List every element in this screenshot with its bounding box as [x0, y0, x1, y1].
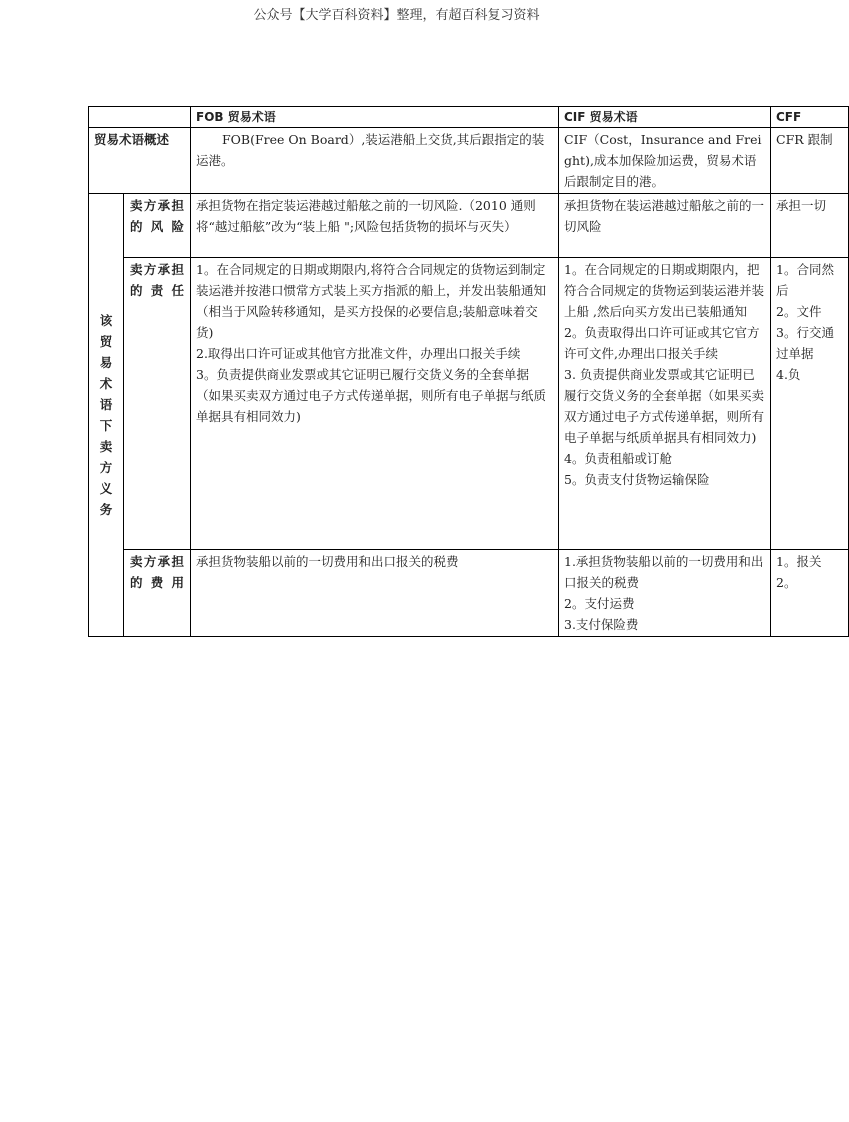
duty-fob-item: 1。在合同规定的日期或期限内,将符合合同规定的货物运到制定装运港并按港口惯常方式装上买方指派的船上，并发出装船通知（相当于风险转移通知，是买方投保的必要信息;装船意味着交货)	[196, 262, 547, 340]
duty-cfr-item: 4.负	[776, 367, 801, 382]
col-header-fob: FOB 贸易术语	[191, 107, 559, 128]
duty-cif-item: 2。负责取得出口许可证或其它官方许可文件,办理出口报关手续	[564, 325, 760, 361]
duty-fob	[191, 258, 559, 550]
trade-terms-table-wrapper	[88, 106, 834, 636]
overview-cfr: CFR 跟制	[771, 128, 849, 194]
cost-cif-item: 1.承担货物装船以前的一切费用和出口报关的税费	[564, 554, 764, 590]
overview-cif: CIF（Cost，Insurance and Freight),成本加保险加运费，贸易术语后跟制定目的港。	[559, 128, 771, 194]
cost-cfr-item: 1。报关	[776, 554, 822, 569]
trade-terms-table	[88, 106, 849, 637]
col-header-cfr: CFF	[771, 107, 849, 128]
duty-cif-item: 1。在合同规定的日期或期限内，把符合合同规定的货物运到装运港并装上船 ,然后向买方发出已装船通知	[564, 262, 765, 319]
duty-row	[89, 258, 849, 550]
duty-cfr-item: 3。行交通过单据	[776, 325, 834, 361]
header-row	[89, 107, 849, 128]
duty-cif-item: 3. 负责提供商业发票或其它证明已履行交货义务的全套单据（如果买卖双方通过电子方式传递单据，则所有电子单据与纸质单据具有相同效力)	[564, 367, 765, 445]
cost-row	[89, 550, 849, 637]
overview-row	[89, 128, 849, 194]
duty-fob-item: 3。负责提供商业发票或其它证明已履行交货义务的全套单据（如果买卖双方通过电子方式传递单据，则所有电子单据与纸质单据具有相同效力)	[196, 367, 547, 424]
duty-label: 卖方承担的责任	[124, 258, 191, 550]
duty-fob-item: 2.取得出口许可证或其他官方批准文件，办理出口报关手续	[196, 346, 521, 361]
cost-cfr-item: 2。	[776, 575, 797, 590]
header-empty-cell	[89, 107, 191, 128]
overview-label: 贸易术语概述	[89, 128, 191, 194]
duty-cif-item: 5。负责支付货物运输保险	[564, 472, 710, 487]
risk-cif: 承担货物在装运港越过船舷之前的一切风险	[559, 194, 771, 258]
risk-cfr: 承担一切	[771, 194, 849, 258]
cost-fob: 承担货物装船以前的一切费用和出口报关的税费	[191, 550, 559, 637]
duty-cfr-item: 1。合同然后	[776, 262, 834, 298]
duty-cif	[559, 258, 771, 550]
risk-label: 卖方承担的风险	[124, 194, 191, 258]
cost-label: 卖方承担的费用	[124, 550, 191, 637]
col-header-cif: CIF 贸易术语	[559, 107, 771, 128]
seller-obligation-group-label: 该贸易术语下卖方义务	[89, 194, 124, 637]
duty-cif-item: 4。负责租船或订舱	[564, 451, 672, 466]
page-header: 公众号【大学百科资料】整理，有超百科复习资料	[253, 8, 540, 23]
risk-fob: 承担货物在指定装运港越过船舷之前的一切风险.（2010 通则将“越过船舷”改为“装上船 ";风险包括货物的损坏与灭失）	[191, 194, 559, 258]
cost-cfr	[771, 550, 849, 637]
cost-cif-item: 3.支付保险费	[564, 617, 639, 632]
cost-cif-item: 2。支付运费	[564, 596, 635, 611]
duty-cfr	[771, 258, 849, 550]
overview-fob: FOB(Free On Board）,装运港船上交货,其后跟指定的装运港。	[191, 128, 559, 194]
risk-row	[89, 194, 849, 258]
duty-cfr-item: 2。文件	[776, 304, 822, 319]
cost-cif	[559, 550, 771, 637]
